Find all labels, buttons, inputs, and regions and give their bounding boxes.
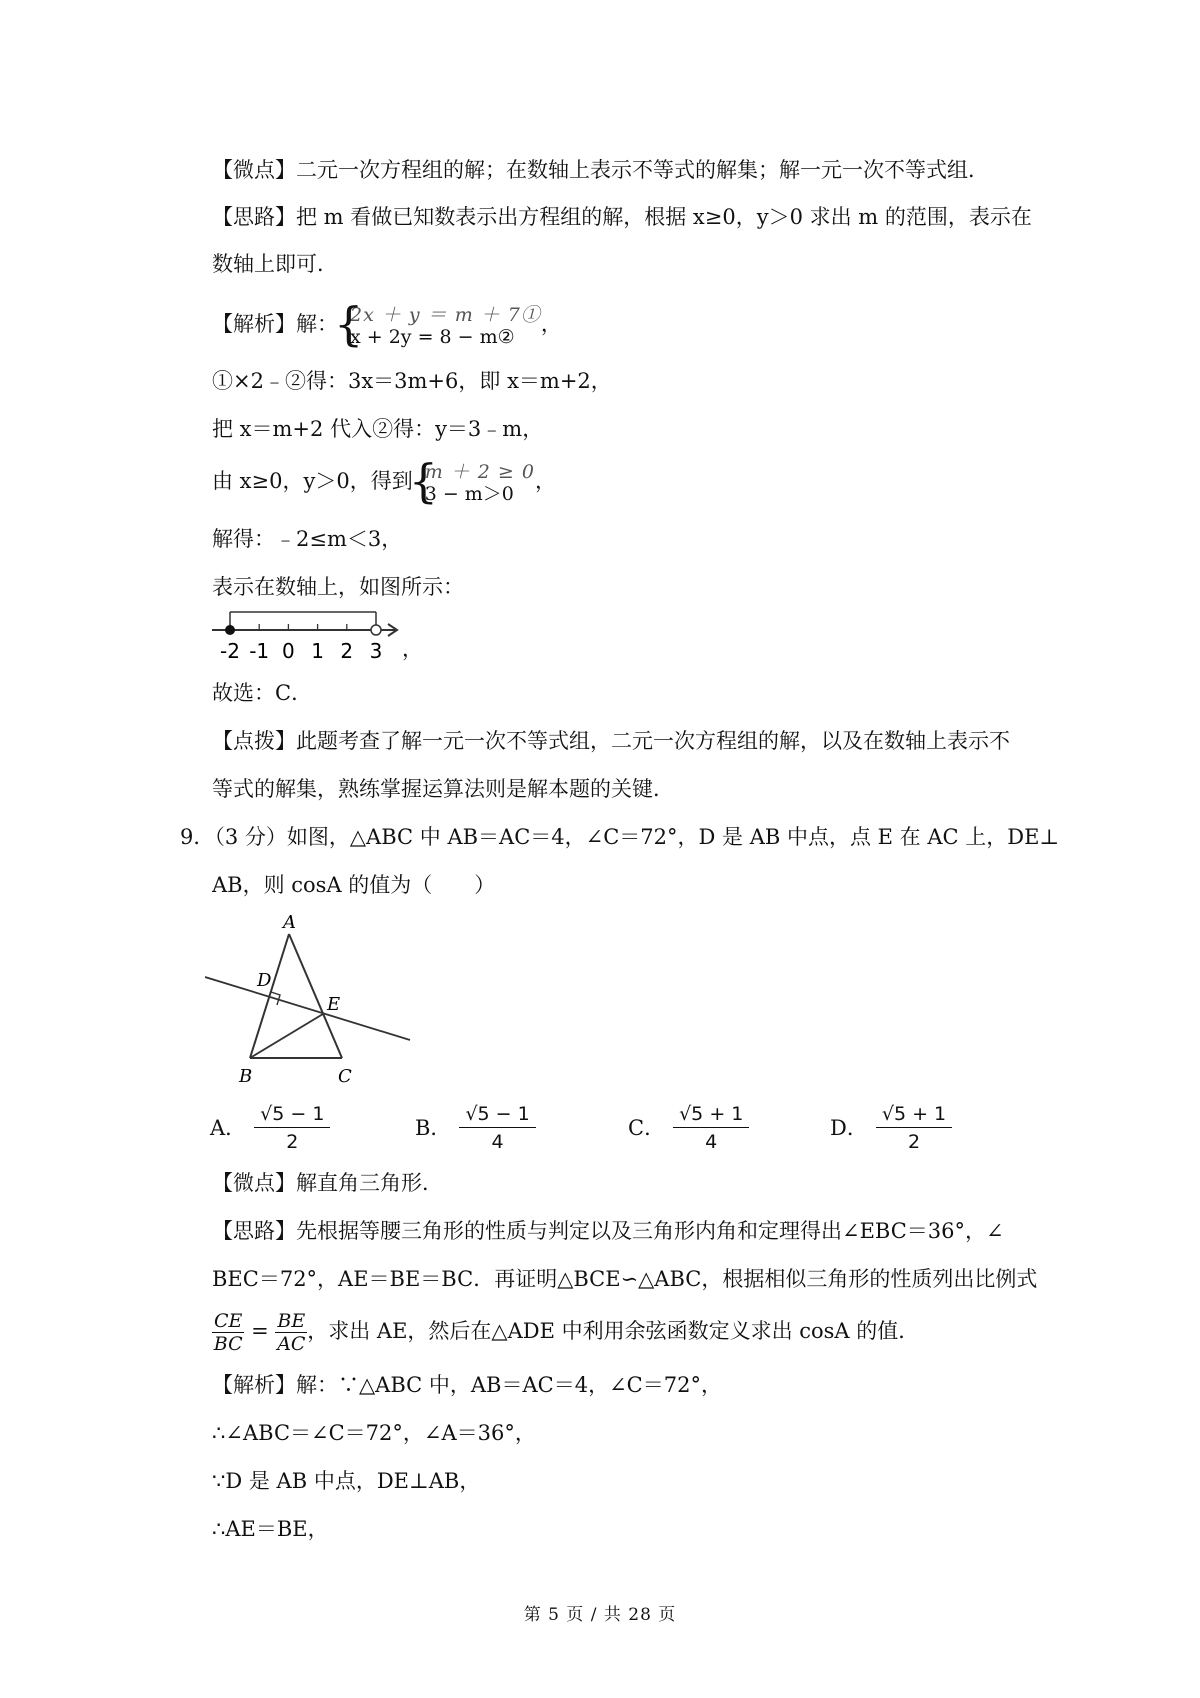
- label-e: E: [327, 994, 341, 1015]
- option-b-numerator: √5 − 1: [459, 1102, 535, 1128]
- open-endpoint: [371, 625, 381, 635]
- q8-dianbo-line1: 【点拨】此题考查了解一元一次不等式组，二元一次方程组的解，以及在数轴上表示不: [212, 729, 1010, 753]
- q8-inequality-system: [413, 461, 535, 505]
- q8-step1: ①×2﹣②得：3x＝3m+6，即 x＝m+2，: [212, 369, 612, 393]
- q9-jiexi-line4: ∴AE＝BE，: [212, 1517, 329, 1541]
- q8-dianbo-line2: 等式的解集，熟练掌握运算法则是解本题的关键．: [212, 777, 674, 801]
- option-d-numerator: √5 + 1: [876, 1102, 952, 1128]
- system-row-1: { 2x ＋ y ＝ m ＋ 7①: [350, 303, 541, 326]
- option-c-denominator: 4: [705, 1131, 718, 1153]
- q8-step4: 解得：﹣2≤m＜3，: [212, 527, 403, 551]
- number-line-labels: [220, 639, 382, 663]
- option-d-fraction: [876, 1102, 952, 1154]
- q8-silu-line1: 【思路】把 m 看做已知数表示出方程组的解，根据 x≥0，y＞0 求出 m 的范围，表示在: [212, 205, 1032, 229]
- ratio-ce: CE: [214, 1310, 243, 1332]
- label-c: C: [338, 1066, 352, 1087]
- tick-label: -1: [249, 639, 270, 663]
- ineq-row-1: { m ＋ 2 ≥ 0: [424, 460, 535, 483]
- option-d-denominator: 2: [907, 1131, 921, 1153]
- option-a[interactable]: [210, 1102, 330, 1154]
- tick-label: 1: [311, 639, 324, 663]
- option-a-numerator: √5 − 1: [254, 1102, 330, 1128]
- option-a-fraction: [254, 1102, 330, 1154]
- tick-label: 2: [340, 639, 354, 663]
- triangle-figure: [205, 910, 420, 1090]
- option-b-letter: B．: [415, 1116, 452, 1140]
- tick-label: -2: [220, 639, 240, 663]
- ratio-ac: AC: [277, 1333, 306, 1355]
- option-a-denominator: 2: [286, 1131, 299, 1153]
- q8-silu-line2: 数轴上即可．: [212, 252, 338, 276]
- option-d-letter: D．: [830, 1116, 868, 1140]
- q8-answer: 故选：C．: [212, 681, 313, 705]
- option-a-letter: A．: [210, 1116, 247, 1140]
- option-b-denominator: 4: [491, 1131, 504, 1153]
- option-b[interactable]: [415, 1102, 536, 1154]
- number-line-figure: [210, 608, 400, 666]
- label-d: D: [257, 970, 272, 991]
- ratio-equals: =: [251, 1319, 269, 1343]
- q8-weidian: 【微点】二元一次方程组的解；在数轴上表示不等式的解集；解一元一次不等式组．: [212, 158, 989, 182]
- line-de: [205, 977, 410, 1040]
- q8-step3-prefix: 由 x≥0，y＞0，得到: [212, 469, 413, 493]
- q9-jiexi-line1: 【解析】解：∵△ABC 中，AB＝AC＝4，∠C＝72°，: [212, 1373, 722, 1397]
- q8-ineq-suffix: ，: [534, 469, 556, 493]
- label-a: A: [283, 912, 296, 933]
- option-c[interactable]: [628, 1102, 749, 1154]
- page-footer: 第 5 页 / 共 28 页: [523, 1605, 677, 1625]
- option-c-numerator: √5 + 1: [673, 1102, 749, 1128]
- q9-silu-line1: 【思路】先根据等腰三角形的性质与判定以及三角形内角和定理得出∠EBC＝36°，∠: [212, 1219, 1004, 1243]
- q9-jiexi-line3: ∵D 是 AB 中点，DE⊥AB，: [212, 1469, 481, 1493]
- q8-step5: 表示在数轴上，如图所示：: [212, 575, 464, 599]
- option-d[interactable]: [830, 1102, 952, 1154]
- q8-jiexi-prefix: 【解析】解：: [212, 312, 338, 336]
- q9-silu-line3-text: ，求出 AE，然后在△ADE 中利用余弦函数定义求出 cosA 的值．: [307, 1319, 920, 1343]
- tick-label: 3: [369, 639, 383, 663]
- q9-silu-line2: BEC＝72°，AE＝BE＝BC．再证明△BCE∽△ABC，根据相似三角形的性质列出比例式: [212, 1267, 1038, 1291]
- closed-endpoint: [225, 625, 235, 635]
- q9-stem-line1: 9．（3 分）如图，△ABC 中 AB＝AC＝4，∠C＝72°，D 是 AB 中点，点 E 在 AC 上，DE⊥: [180, 825, 1060, 849]
- q8-equation-system: [338, 304, 541, 348]
- label-b: B: [239, 1066, 253, 1087]
- ratio-be-ac: [275, 1310, 307, 1355]
- option-c-fraction: [673, 1102, 749, 1154]
- q9-weidian: 【微点】解直角三角形．: [212, 1171, 443, 1195]
- tick-label: 0: [282, 639, 295, 663]
- q8-system-suffix: ，: [540, 312, 562, 336]
- q8-step2: 把 x＝m+2 代入②得：y＝3﹣m，: [212, 417, 544, 441]
- q8-jiexi-line: [212, 302, 562, 348]
- q9-jiexi-line2: ∴∠ABC＝∠C＝72°，∠A＝36°，: [212, 1421, 536, 1445]
- q9-silu-line3: [212, 1306, 919, 1356]
- ratio-bc: BC: [213, 1333, 243, 1355]
- q8-step3-line: [212, 459, 556, 505]
- option-c-letter: C．: [628, 1116, 666, 1140]
- ratio-ce-bc: [212, 1310, 244, 1355]
- ratio-be: BE: [277, 1310, 306, 1332]
- option-b-fraction: [459, 1102, 535, 1154]
- system-row-2: x + 2y = 8 − m②: [350, 325, 515, 348]
- q9-stem-line2: AB，则 cosA 的值为（ ）: [212, 873, 496, 897]
- ineq-row-2: 3 − m＞0: [424, 482, 514, 505]
- q8-numline-suffix: ，: [402, 637, 423, 661]
